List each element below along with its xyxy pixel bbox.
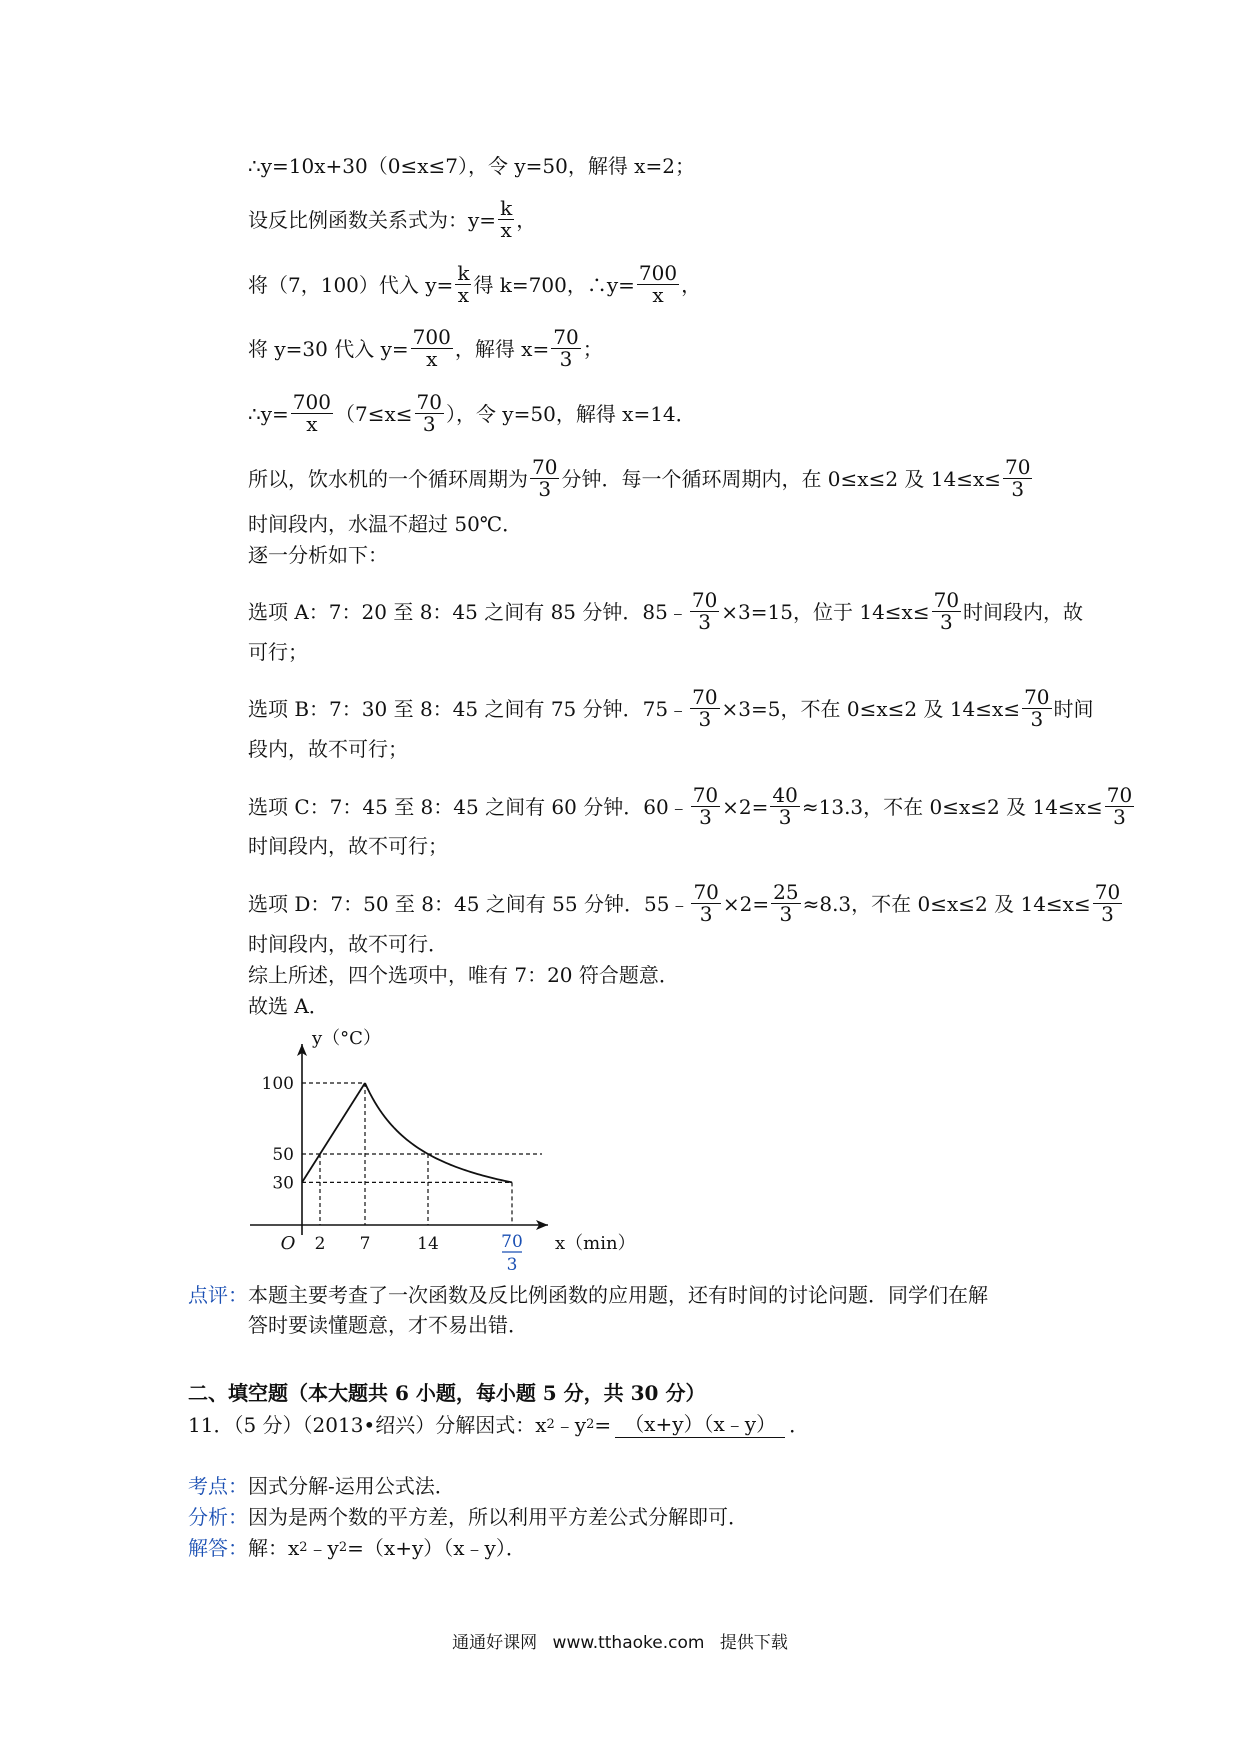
option-a-continuation: 可行； — [248, 640, 308, 664]
x-tick-label-2: 2 — [314, 1234, 326, 1254]
fraction: $\frac{70}{3}$ — [1106, 783, 1133, 829]
y-tick-label-30: 30 — [272, 1173, 294, 1194]
text: 设反比例函数关系式为：y= — [248, 207, 497, 232]
footer-site-name: 通通好课网 — [452, 1633, 538, 1653]
fraction: $\frac{700}{x}$ — [638, 261, 678, 307]
footer-download-text: 提供下载 — [719, 1633, 788, 1653]
question-11: 11．（5 分）（2013•绍兴）分解因式：x 2 ﹣y 2 = （x+y）（x﹣y） ． — [188, 1412, 810, 1437]
fraction: $\frac{40}{3}$ — [772, 783, 798, 829]
footer-url[interactable]: www.tthaoke.com — [552, 1633, 705, 1653]
fraction: $\frac{700}{x}$ — [412, 325, 451, 371]
jieda-label: 解答： — [188, 1536, 248, 1560]
x-tick-label-14: 14 — [417, 1234, 439, 1254]
fraction: $\frac{700}{x}$ — [292, 390, 331, 436]
jieda-line: 解答： 解：x 2 ﹣y 2 =（x+y）（x﹣y）． — [188, 1536, 526, 1560]
x-tick-frac-denominator: 3 — [506, 1255, 518, 1275]
solution-line-7: 时间段内，水温不超过 50℃． — [248, 512, 523, 536]
answer-line: 故选 A． — [248, 994, 329, 1018]
fraction: $\frac{k}{x}$ — [457, 261, 470, 307]
y-tick-label-50: 50 — [272, 1145, 294, 1165]
fraction: $\frac{k}{x}$ — [500, 196, 513, 242]
y-tick-label-100: 100 — [261, 1074, 294, 1094]
option-d-continuation: 时间段内，故不可行． — [248, 932, 448, 956]
fraction: $\frac{70}{3}$ — [1005, 455, 1031, 501]
solution-line-1 — [248, 153, 695, 179]
option-c-continuation: 时间段内，故不可行； — [248, 834, 448, 858]
page-footer — [0, 1628, 1240, 1653]
fraction: $\frac{70}{3}$ — [1024, 685, 1050, 731]
fraction: $\frac{70}{3}$ — [933, 588, 960, 634]
fraction: $\frac{70}{3}$ — [416, 390, 442, 436]
kaodian-line: 考点： 因式分解-运用公式法． — [188, 1474, 455, 1498]
x-tick-frac-numerator: 70 — [501, 1232, 523, 1252]
solution-line-3: 将（7，100）代入 y= $\frac{k}{x}$ 得 k=700，∴y= $\frac{700}{x}$ ， — [248, 261, 702, 307]
option-d-line: 选项 D：7：50 至 8：45 之间有 55 分钟．55﹣ $\frac{70}{3}$ ×2= $\frac{25}{3}$ ≈8.3，不在 0≤x≤2 及 14≤x≤ $\frac{70}{3}$ — [248, 880, 1121, 926]
origin-label: O — [280, 1233, 296, 1254]
option-c-line: 选项 C：7：45 至 8：45 之间有 60 分钟．60﹣ $\frac{70}{3}$ ×2= $\frac{40}{3}$ ≈13.3，不在 0≤x≤2 及 14≤x≤ $\frac{70}{3}$ — [248, 783, 1133, 829]
text: ∴y=10x+30（0≤x≤7），令 y=50，解得 x=2； — [248, 154, 695, 178]
comment-line-1: 点评： 本题主要考查了一次函数及反比例函数的应用题，还有时间的讨论问题．同学们在解 — [188, 1283, 988, 1307]
solution-line-2 — [248, 198, 536, 241]
comment-line-2: 答时要读懂题意，才不易出错． — [248, 1313, 528, 1337]
option-a-line: 选项 A：7：20 至 8：45 之间有 85 分钟．85﹣ $\frac{70}{3}$ ×3=15，位于 14≤x≤ $\frac{70}{3}$ 时间段内，故 — [248, 588, 1084, 634]
option-b-line: 选项 B：7：30 至 8：45 之间有 75 分钟．75﹣ $\frac{70}{3}$ ×3=5，不在 0≤x≤2 及 14≤x≤ $\frac{70}{3}$ 时间 — [248, 685, 1094, 731]
fenxi-label: 分析： — [188, 1505, 248, 1529]
inverse-cooling-curve — [365, 1083, 512, 1182]
y-axis-label: y（°C） — [312, 1028, 381, 1049]
fraction: $\frac{70}{3}$ — [692, 783, 719, 829]
comment-label: 点评： — [188, 1283, 248, 1307]
fraction: $\frac{70}{3}$ — [1094, 880, 1121, 926]
x-tick-label-7: 7 — [359, 1234, 371, 1254]
fraction: $\frac{70}{3}$ — [553, 325, 579, 371]
solution-line-8: 逐一分析如下： — [248, 543, 388, 567]
solution-line-4: 将 y=30 代入 y= $\frac{700}{x}$ ，解得 x= $\frac{70}{3}$ ； — [248, 325, 603, 371]
summary-line: 综上所述，四个选项中，唯有 7：20 符合题意． — [248, 963, 679, 987]
solution-line-6: 所以，饮水机的一个循环周期为 $\frac{70}{3}$ 分钟．每一个循环周期内，在 0≤x≤2 及 14≤x≤ $\frac{70}{3}$ — [248, 455, 1031, 501]
solution-line-5: ∴y= $\frac{700}{x}$ （7≤x≤ $\frac{70}{3}$ ），令 y=50，解得 x=14． — [248, 390, 696, 436]
text: ， — [516, 207, 537, 232]
fraction: $\frac{25}{3}$ — [773, 880, 799, 926]
fraction: $\frac{70}{3}$ — [692, 685, 718, 731]
fraction: $\frac{70}{3}$ — [532, 455, 558, 501]
fraction: $\frac{70}{3}$ — [691, 588, 718, 634]
temperature-time-graph — [230, 1028, 636, 1280]
option-b-continuation: 段内，故不可行； — [248, 737, 408, 761]
section-heading: 二、填空题（本大题共 6 小题，每小题 5 分，共 30 分） — [188, 1381, 706, 1405]
fraction: $\frac{70}{3}$ — [693, 880, 719, 926]
x-axis-label: x（min） — [555, 1233, 636, 1254]
linear-heating-segment — [302, 1083, 365, 1182]
fenxi-line: 分析： 因为是两个数的平方差，所以利用平方差公式分解即可． — [188, 1505, 748, 1529]
answer-blank: （x+y）（x﹣y） — [615, 1411, 785, 1438]
kaodian-label: 考点： — [188, 1474, 248, 1498]
